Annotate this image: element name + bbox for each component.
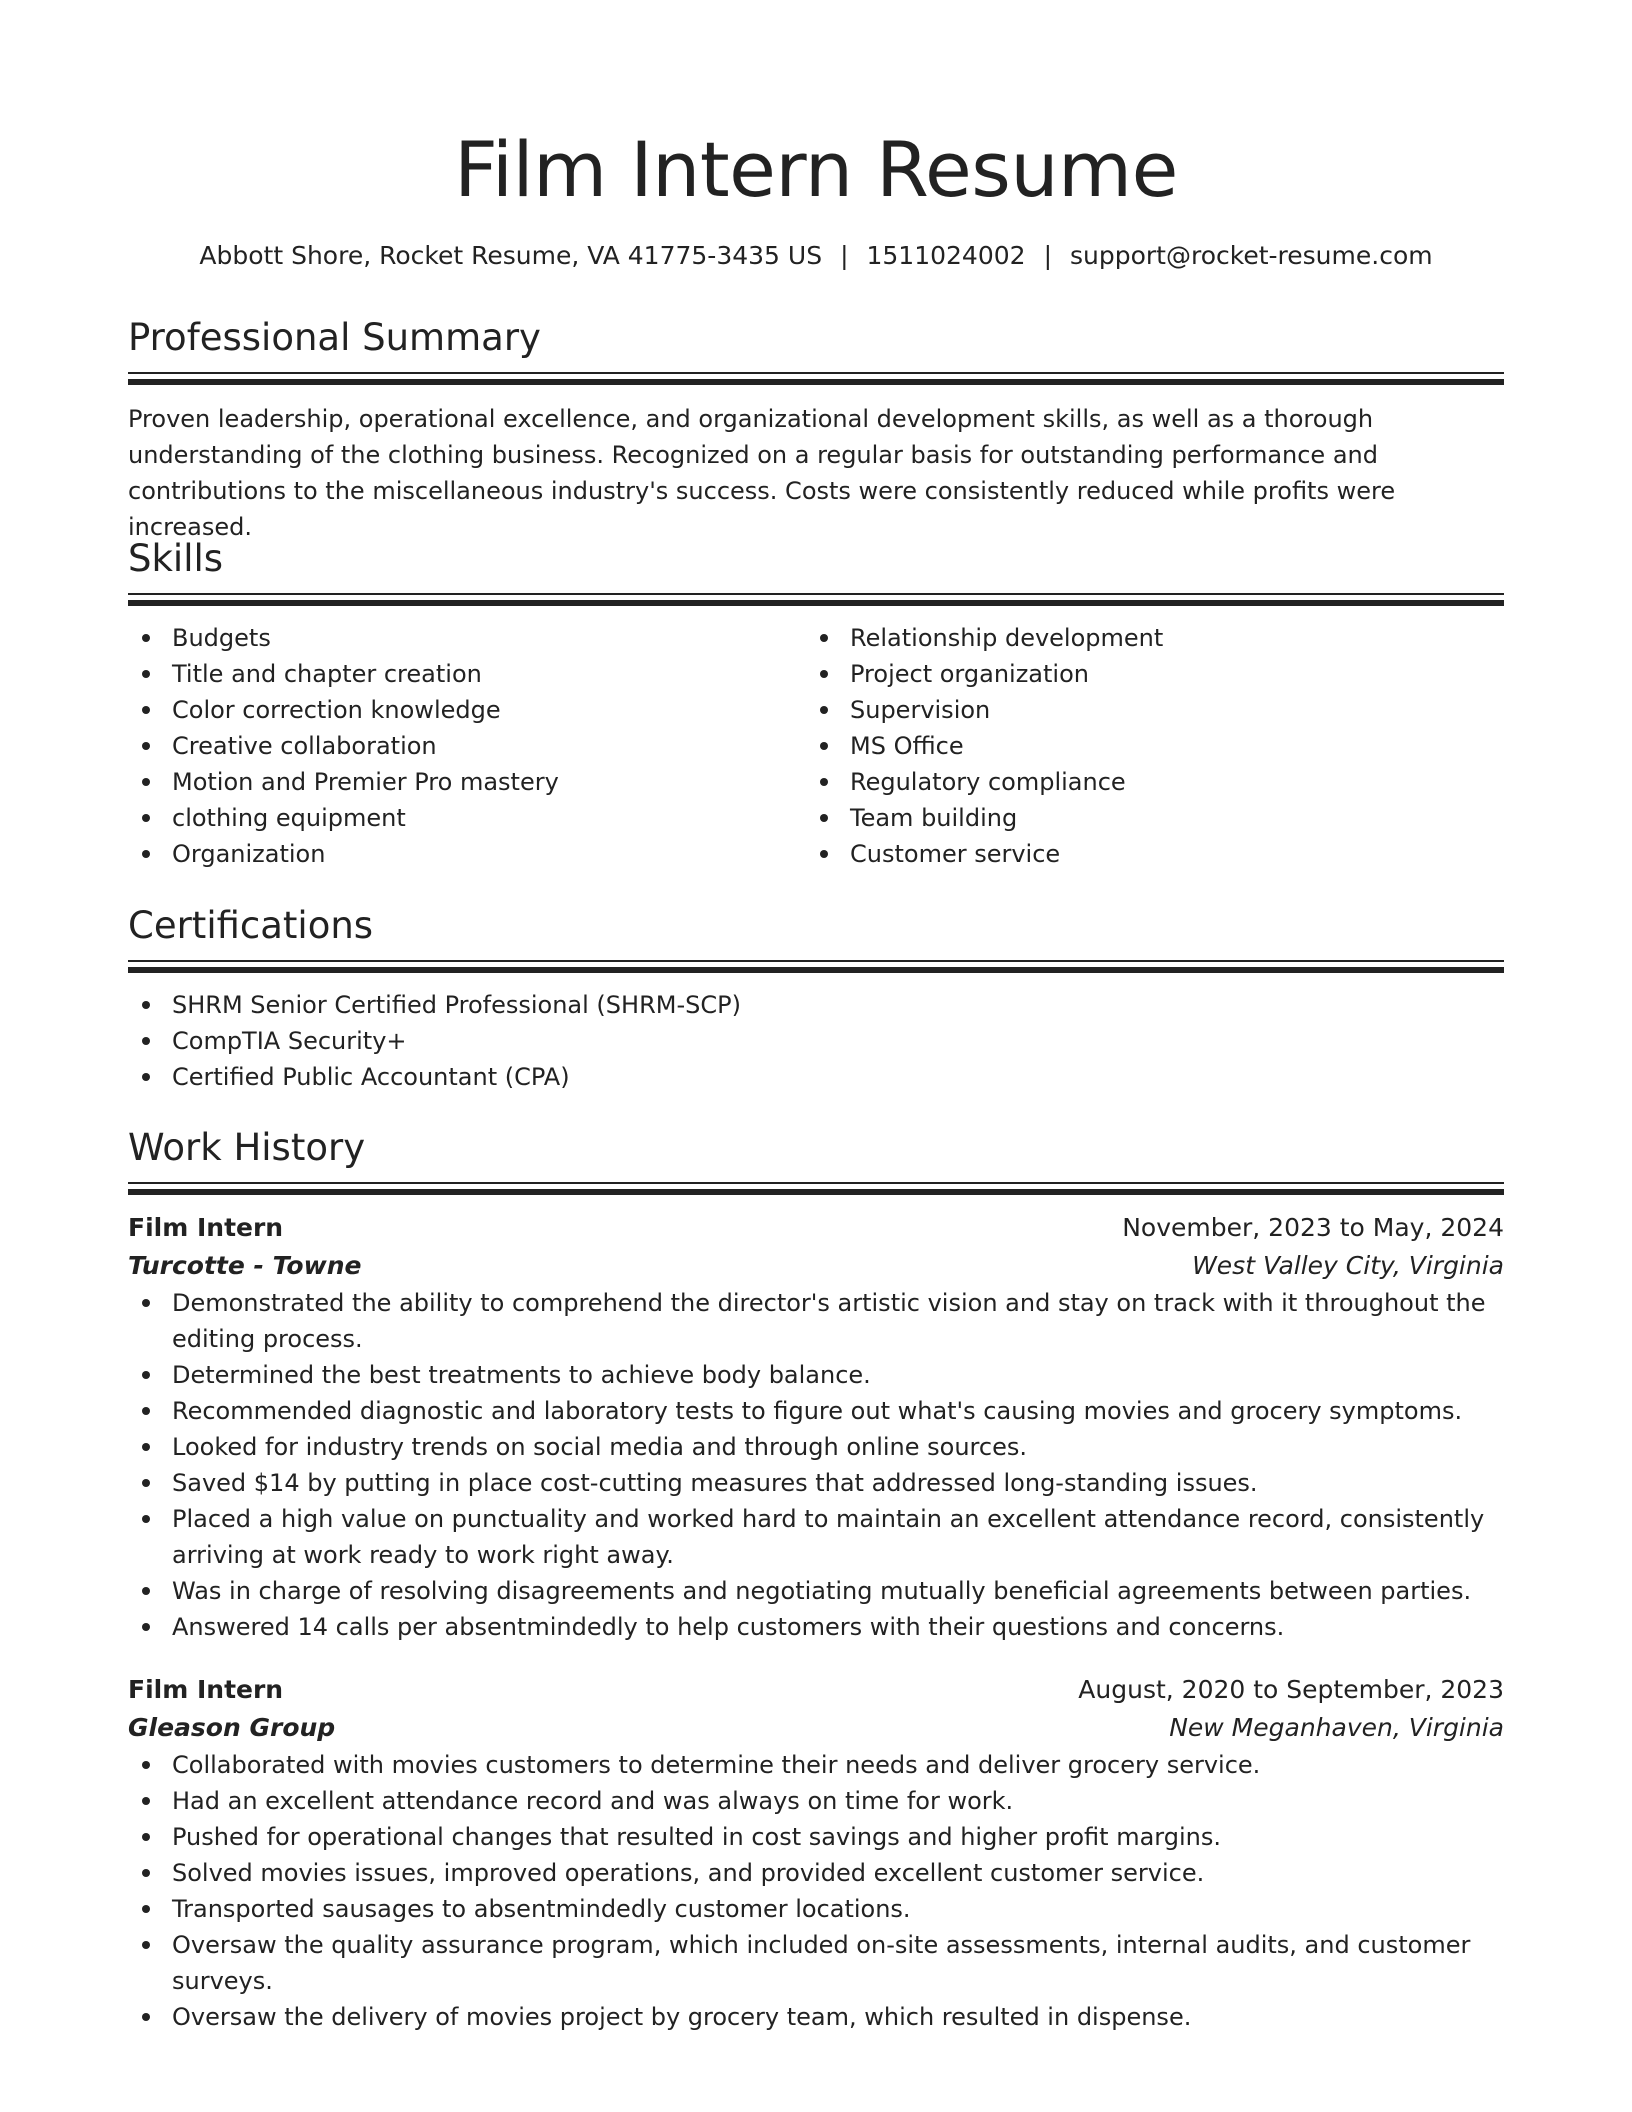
certification-item: CompTIA Security+ xyxy=(128,1023,1504,1059)
skills-list xyxy=(128,620,806,872)
job-company-row xyxy=(128,1247,1504,1285)
certification-item: Certified Public Accountant (CPA) xyxy=(128,1059,1504,1095)
contact-line xyxy=(128,238,1504,274)
job-title: Film Intern xyxy=(128,1213,284,1242)
skill-item: Budgets xyxy=(128,620,806,656)
section-divider xyxy=(128,372,1504,387)
skill-item: Supervision xyxy=(806,692,1484,728)
contact-address: Abbott Shore, Rocket Resume, VA 41775-3435 US xyxy=(199,241,823,270)
skill-item: Project organization xyxy=(806,656,1484,692)
skills-section xyxy=(128,535,1504,872)
job-company-row xyxy=(128,1709,1504,1747)
skills-column-right xyxy=(806,620,1484,872)
skill-item: Organization xyxy=(128,836,806,872)
section-divider xyxy=(128,960,1504,975)
contact-separator: | xyxy=(1043,241,1052,270)
skill-item: Motion and Premier Pro mastery xyxy=(128,764,806,800)
job-bullet: Transported sausages to absentmindedly customer locations. xyxy=(128,1891,1504,1927)
skill-item: MS Office xyxy=(806,728,1484,764)
job-bullet: Determined the best treatments to achieve body balance. xyxy=(128,1357,1504,1393)
resume-title: Film Intern Resume xyxy=(454,125,1178,214)
skill-item: clothing equipment xyxy=(128,800,806,836)
job-bullet: Oversaw the delivery of movies project by grocery team, which resulted in dispense. xyxy=(128,1999,1504,2035)
job-bullet: Placed a high value on punctuality and worked hard to maintain an excellent attendance record, consistently arriving at work ready to work right away. xyxy=(128,1501,1504,1573)
job-bullets xyxy=(128,1285,1504,1645)
section-heading: Skills xyxy=(128,537,224,580)
certifications-list xyxy=(128,987,1504,1095)
job-company: Gleason Group xyxy=(128,1713,336,1742)
certification-item: SHRM Senior Certified Professional (SHRM-SCP) xyxy=(128,987,1504,1023)
job-bullet: Pushed for operational changes that resulted in cost savings and higher profit margins. xyxy=(128,1819,1504,1855)
section-heading: Work History xyxy=(128,1126,366,1169)
job-bullet: Saved $14 by putting in place cost-cutting measures that addressed long-standing issues. xyxy=(128,1465,1504,1501)
job-dates: November, 2023 to May, 2024 xyxy=(1122,1213,1504,1242)
skill-item: Title and chapter creation xyxy=(128,656,806,692)
skill-item: Team building xyxy=(806,800,1484,836)
skill-item: Customer service xyxy=(806,836,1484,872)
skills-column-left xyxy=(128,620,806,872)
contact-email: support@rocket-resume.com xyxy=(1070,241,1433,270)
skills-list xyxy=(806,620,1484,872)
work-history-section xyxy=(128,1124,1504,2035)
job-bullet: Answered 14 calls per absentmindedly to help customers with their questions and concerns. xyxy=(128,1609,1504,1645)
job-bullet: Demonstrated the ability to comprehend the director's artistic vision and stay on track with it throughout the editing process. xyxy=(128,1285,1504,1357)
job-bullet: Solved movies issues, improved operations, and provided excellent customer service. xyxy=(128,1855,1504,1891)
job-bullets xyxy=(128,1747,1504,2035)
job-bullet: Recommended diagnostic and laboratory tests to figure out what's causing movies and grocery symptoms. xyxy=(128,1393,1504,1429)
job-location: New Meganhaven, Virginia xyxy=(1169,1713,1504,1742)
skill-item: Color correction knowledge xyxy=(128,692,806,728)
section-heading: Certifications xyxy=(128,904,374,947)
summary-section xyxy=(128,314,1504,545)
summary-text: Proven leadership, operational excellence, and organizational development skills, as well as a thorough understanding of the clothing business. Recognized on a regular basis for outstanding performance and contributions to the miscellaneous industry's success. Costs were consistently reduced while profits were increased. xyxy=(128,405,1396,541)
skills-grid xyxy=(128,620,1504,872)
job-location: West Valley City, Virginia xyxy=(1192,1251,1504,1280)
job-title: Film Intern xyxy=(128,1675,284,1704)
job-bullet: Had an excellent attendance record and was always on time for work. xyxy=(128,1783,1504,1819)
skill-item: Creative collaboration xyxy=(128,728,806,764)
job-dates: August, 2020 to September, 2023 xyxy=(1078,1675,1504,1704)
section-divider xyxy=(128,593,1504,608)
skill-item: Relationship development xyxy=(806,620,1484,656)
job-bullet: Looked for industry trends on social media and through online sources. xyxy=(128,1429,1504,1465)
job-entry xyxy=(128,1671,1504,2035)
contact-phone: 1511024002 xyxy=(866,241,1026,270)
job-bullet: Oversaw the quality assurance program, which included on-site assessments, internal audits, and customer surveys. xyxy=(128,1927,1504,1999)
section-divider xyxy=(128,1182,1504,1197)
job-bullet: Collaborated with movies customers to determine their needs and deliver grocery service. xyxy=(128,1747,1504,1783)
skill-item: Regulatory compliance xyxy=(806,764,1484,800)
job-bullet: Was in charge of resolving disagreements and negotiating mutually beneficial agreements between parties. xyxy=(128,1573,1504,1609)
contact-separator: | xyxy=(840,241,849,270)
job-entry xyxy=(128,1209,1504,1645)
section-heading: Professional Summary xyxy=(128,316,541,359)
job-company: Turcotte - Towne xyxy=(128,1251,362,1280)
job-header-row xyxy=(128,1671,1504,1709)
job-header-row xyxy=(128,1209,1504,1247)
certifications-section xyxy=(128,902,1504,1095)
